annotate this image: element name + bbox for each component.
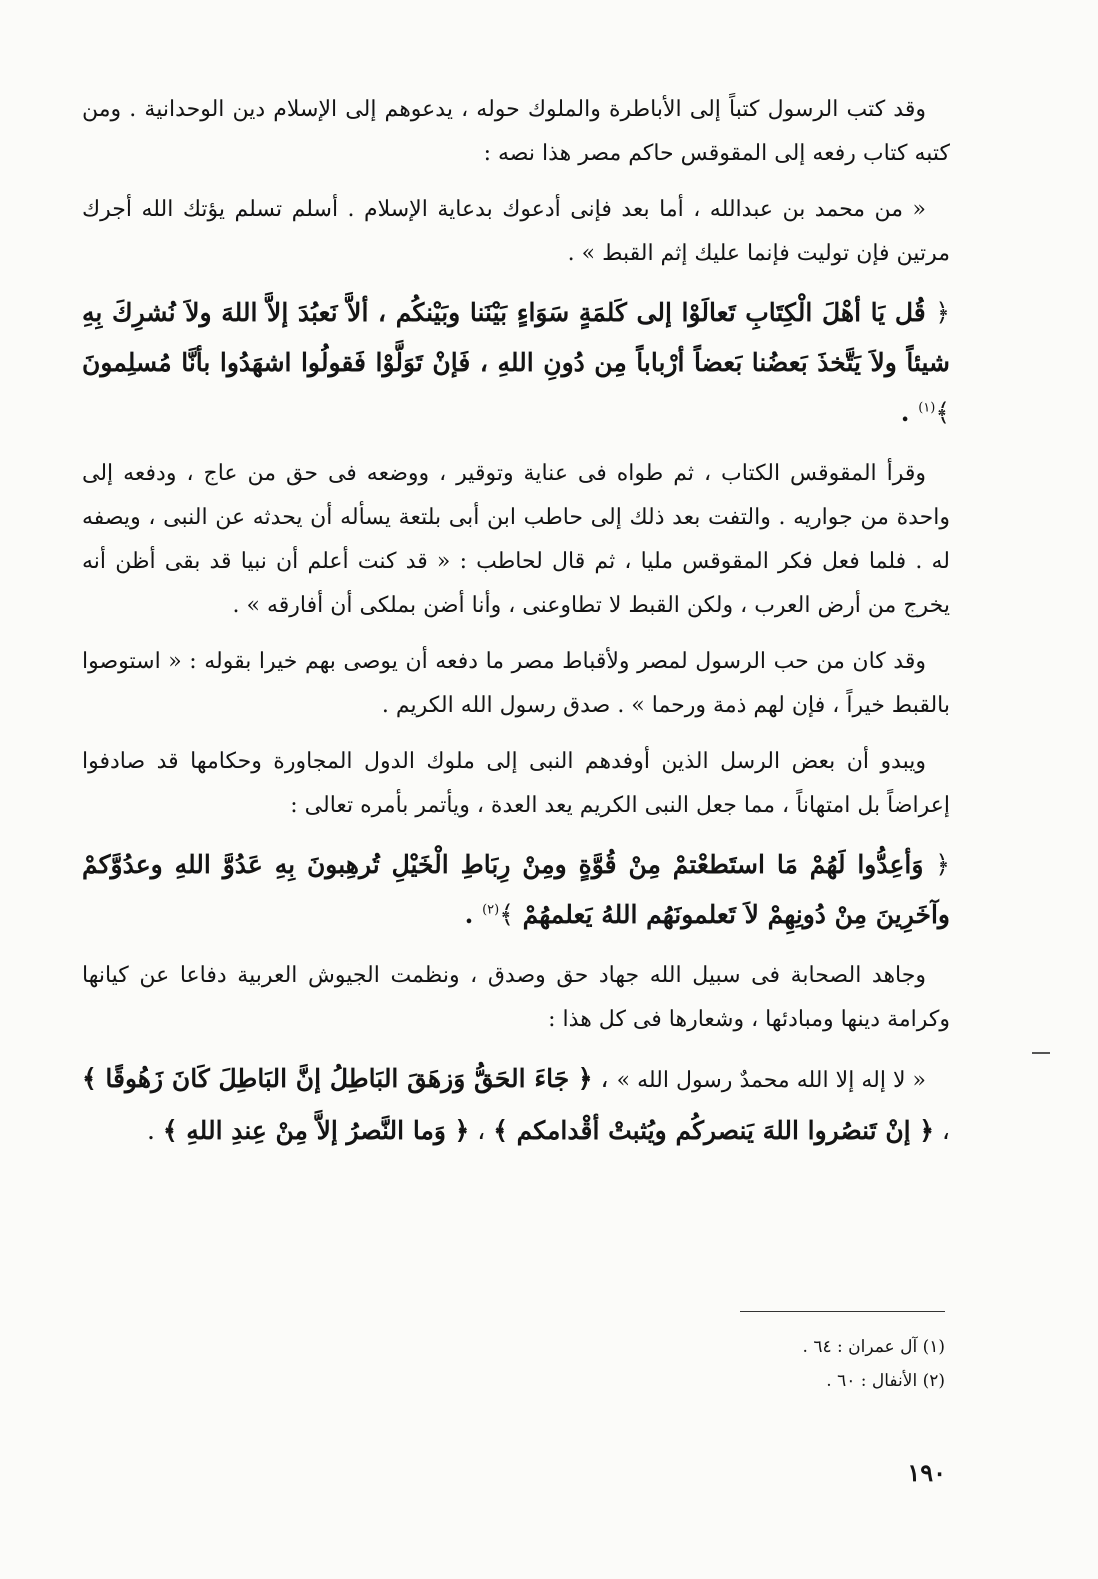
- shahada-text: « لا إله إلا الله محمدٌ رسول الله »: [616, 1068, 927, 1093]
- footnote-marker-1: (١): [918, 400, 936, 416]
- paragraph-jihad: وجاهد الصحابة فى سبيل الله جهاد حق وصدق ، ونظمت الجيوش العربية دفاعا عن كيانها وكرامة دينها ومبادئها ، وشعارها فى كل هذا :: [82, 963, 950, 1032]
- page-number: ١٩٠: [907, 1458, 946, 1487]
- main-text: [82, 88, 950, 1170]
- footnote-marker-2: (٢): [482, 902, 500, 918]
- slogan-2: ﴿ إنْ تَنصُروا اللهَ يَنصركُم ويُثبتْ أقْدامكم ﴾: [493, 1116, 934, 1145]
- quran-verse-2: [82, 840, 950, 940]
- ornate-bracket-open-icon: ﴿: [935, 850, 950, 879]
- verse-2-text: وَأعِدُّوا لَهُمْ مَا استَطعْتمْ مِنْ قُوَّةٍ ومِنْ رِبَاطِ الْخَيْلِ تُرهِبونَ بِهِ عَدُوَّ اللهِ وعدُوَّكمْ وآخَرِينَ مِنْ دُونِهِمْ لاَ تَعلمونَهُم اللهُ يَعلمهُمْ: [82, 850, 950, 929]
- margin-mark: [1032, 1052, 1050, 1054]
- paragraph-copts: وقد كان من حب الرسول لمصر ولأقباط مصر ما دفعه أن يوصى بهم خيرا بقوله : « استوصوا بالقبط خيراً ، فإن لهم ذمة ورحما » . صدق رسول الله الكريم .: [82, 649, 950, 718]
- footnote-divider: [740, 1311, 945, 1312]
- footnotes: [600, 1330, 945, 1398]
- ornate-bracket-close-icon: ﴾: [935, 398, 950, 427]
- paragraph-letter-text: « من محمد بن عبدالله ، أما بعد فإنى أدعوك بدعاية الإسلام . أسلم تسلم يؤتك الله أجرك مرتين فإن توليت فإنما عليك إثم القبط » .: [82, 197, 950, 266]
- verse-2-end: .: [464, 900, 483, 929]
- paragraph-envoys: ويبدو أن بعض الرسل الذين أوفدهم النبى إلى ملوك الدول المجاورة وحكامها قد صادفوا إعراضاً بل امتهاناً ، مما جعل النبى الكريم يعد العدة ، ويأتمر بأمره تعالى :: [82, 749, 950, 818]
- slogans-paragraph: [82, 1054, 950, 1156]
- verse-1-text: قُل يَا أهْلَ الْكِتَابِ تَعالَوْا إلى كَلمَةٍ سَوَاءٍ بَيْنَنا وبَيْنكُم ، ألاَّ نَعبُدَ إلاَّ اللهَ ولاَ نُشرِكَ بِهِ شيئاً ولاَ يَتَّخذَ بَعضُنا بَعضاً أرْباباً مِن دُونِ اللهِ ، فَإنْ تَوَلَّوْا فَقولُوا اشهَدُوا بأنَّا مُسلِمونَ: [82, 298, 950, 377]
- paragraph-muqawqis: وقرأ المقوقس الكتاب ، ثم طواه فى عناية وتوقير ، ووضعه فى حق من عاج ، ودفعه إلى واحدة من جواريه . والتفت بعد ذلك إلى حاطب ابن أبى بلتعة يسأله أن يحدثه عن النبى ، ويصفه له . فلما فعل فكر المقوقس مليا ، ثم قال لحاطب : « قد كنت أعلم أن نبيا قد بقى أظن أنه يخرج من أرض العرب ، ولكن القبط لا تطاوعنى ، وأنا أضن بملكى أن أفارقه » .: [82, 461, 950, 618]
- verse-1-end: .: [900, 398, 919, 427]
- footnote-1: (١) آل عمران : ٦٤ .: [802, 1337, 945, 1357]
- separator: ،: [469, 1116, 494, 1145]
- slogan-3: ﴿ وَما النَّصرُ إلاَّ مِنْ عِندِ اللهِ ﴾: [162, 1116, 470, 1145]
- footnote-2: (٢) الأنفال : ٦٠ .: [826, 1371, 945, 1391]
- separator: ،: [933, 1116, 950, 1145]
- ornate-bracket-close-icon: ﴾: [499, 900, 514, 929]
- ornate-bracket-open-icon: ﴿: [935, 298, 950, 327]
- separator: ،: [592, 1064, 617, 1093]
- slogans-end: .: [147, 1116, 163, 1145]
- paragraph-letters: وقد كتب الرسول كتباً إلى الأباطرة والملوك حوله ، يدعوهم إلى الإسلام دين الوحدانية . ومن كتبه كتاب رفعه إلى المقوقس حاكم مصر هذا نصه :: [82, 97, 950, 166]
- quran-verse-1: [82, 288, 950, 438]
- slogan-1: ﴿ جَاءَ الحَقُّ وَزهَقَ البَاطِلُ إنَّ البَاطِلَ كَانَ زَهُوقًا ﴾: [82, 1064, 593, 1093]
